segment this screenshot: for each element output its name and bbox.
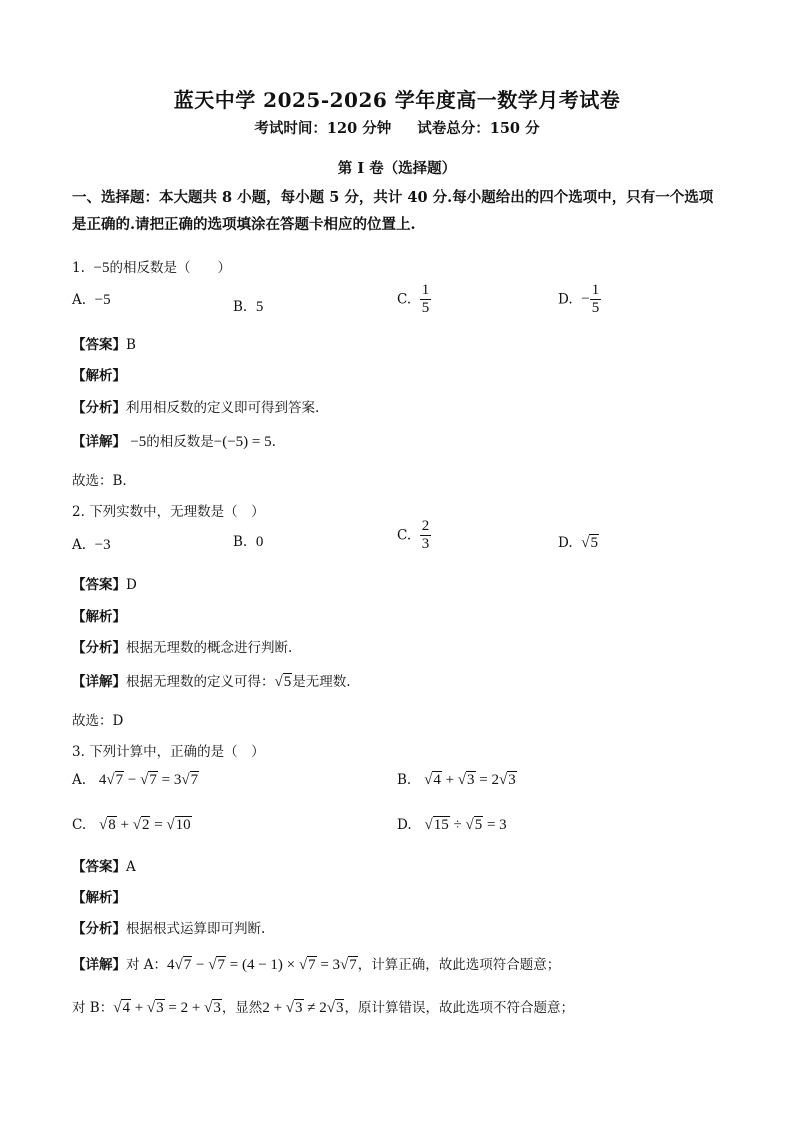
- detail-label: 【详解】: [72, 674, 126, 690]
- q1-fenxi: [72, 396, 319, 416]
- q3-answer: [72, 855, 136, 875]
- option-label: A.: [72, 292, 87, 308]
- option-value: 0: [255, 534, 264, 550]
- option-b-expression: √4 + √3 = 2√3: [424, 772, 516, 788]
- q2-number: 2.: [72, 504, 85, 520]
- q3-fenxi: [72, 917, 265, 937]
- denominator: 3: [421, 536, 430, 552]
- option-label: C.: [397, 527, 412, 544]
- fenxi-label: 【分析】: [72, 400, 126, 416]
- option-label: B.: [233, 299, 248, 315]
- q2-fenxi: [72, 636, 292, 656]
- option-a-expression: 4√7 − √7 = 3√7: [98, 772, 199, 788]
- q2-option-a: [72, 537, 111, 554]
- option-value: −5: [94, 292, 111, 308]
- q2-answer: [72, 573, 137, 593]
- exam-score: 试卷总分：150 分: [417, 120, 540, 137]
- answer-value: D: [126, 577, 137, 593]
- q2-analysis-label: 【解析】: [72, 609, 126, 625]
- q1-stem-text: 的相反数是（ ）: [109, 260, 231, 276]
- detail-a-expression: 4√7 − √7 = (4 − 1) × √7 = 3√7: [167, 957, 357, 973]
- exam-title: 蓝天中学 2025-2026 学年度高一数学月考试卷: [173, 88, 621, 112]
- q3-detail-b: [72, 996, 574, 1017]
- q2-stem: [72, 500, 265, 520]
- choose-value: D: [112, 713, 124, 729]
- detail-b-end: ，原计算错误，故此选项不符合题意；: [344, 1000, 574, 1016]
- q3-option-a: [72, 772, 199, 789]
- answer-label: 【答案】: [72, 859, 126, 875]
- detail-label: 【详解】: [72, 434, 126, 450]
- denominator: 5: [421, 300, 430, 316]
- q2-option-d: [558, 535, 599, 552]
- fenxi-label: 【分析】: [72, 921, 126, 937]
- q3-option-d: [397, 817, 507, 834]
- q1-detail: [72, 430, 276, 451]
- denominator: 5: [591, 300, 600, 316]
- option-label: C.: [72, 817, 87, 833]
- radicand: 5: [590, 535, 598, 551]
- q3-stem-text: 下列计算中，正确的是（ ）: [89, 744, 265, 760]
- q1-choose: [72, 469, 127, 489]
- option-label: D.: [558, 535, 573, 551]
- q1-option-c: [397, 282, 431, 317]
- answer-label: 【答案】: [72, 337, 126, 353]
- option-label: D.: [397, 817, 412, 833]
- q1-stem: [72, 256, 231, 277]
- detail-end: 是无理数.: [292, 674, 351, 690]
- detail-end: .: [271, 434, 276, 450]
- q1-option-d: [558, 282, 601, 317]
- answer-label: 【答案】: [72, 577, 126, 593]
- q2-choose: [72, 709, 123, 729]
- q3-option-c: [72, 817, 192, 834]
- numerator: 1: [421, 282, 430, 298]
- option-label: B.: [233, 534, 248, 550]
- q1-option-a: [72, 292, 111, 309]
- sqrt-expression: √5: [274, 674, 292, 690]
- option-value: −3: [94, 537, 111, 553]
- numerator: 2: [421, 518, 430, 534]
- q1-stem-math: −5: [93, 260, 110, 276]
- detail-math: −5: [130, 434, 147, 450]
- detail-b-prefix: 对 B：: [72, 1000, 114, 1016]
- q1-analysis-label: 【解析】: [72, 368, 126, 384]
- choose-label: 故选：: [72, 713, 113, 729]
- detail-math: −(−5) = 5: [213, 434, 272, 450]
- answer-value: A: [126, 859, 136, 875]
- exam-time: 考试时间：120 分钟: [254, 120, 392, 137]
- option-c-expression: √8 + √2 = √10: [99, 817, 191, 833]
- exam-info: [0, 117, 794, 138]
- fenxi-label: 【分析】: [72, 640, 126, 656]
- q1-number: 1.: [72, 260, 85, 276]
- choose-value: B.: [112, 473, 127, 489]
- detail-b-expression: √4 + √3 = 2 + √3: [113, 1000, 221, 1016]
- q1-answer: [72, 333, 136, 353]
- option-label: B.: [397, 772, 412, 788]
- q3-number: 3.: [72, 744, 85, 760]
- numerator: 1: [591, 282, 600, 298]
- sqrt-expression: √5: [581, 535, 598, 551]
- option-label: A.: [72, 537, 87, 553]
- option-value: 5: [255, 299, 264, 315]
- fraction: [590, 282, 602, 317]
- option-label: A.: [72, 772, 87, 788]
- answer-value: B: [126, 337, 136, 353]
- detail-a-end: ，计算正确，故此选项符合题意；: [357, 957, 561, 973]
- q3-stem: [72, 740, 265, 760]
- detail-b-mid: ，显然: [221, 1000, 263, 1016]
- option-label: D.: [558, 291, 573, 308]
- section-instructions: 一、选择题：本大题共 8 小题，每小题 5 分，共计 40 分.每小题给出的四个选项中，只有一个选项是正确的.请把正确的选项填涂在答题卡相应的位置上.: [72, 189, 714, 233]
- fenxi-text: 根据根式运算即可判断.: [126, 921, 266, 937]
- q2-detail: [72, 670, 351, 691]
- fraction: [420, 282, 432, 317]
- q3-analysis-label: 【解析】: [72, 890, 126, 906]
- fenxi-text: 根据无理数的概念进行判断.: [126, 640, 293, 656]
- option-label: C.: [397, 291, 412, 308]
- radicand: 5: [283, 674, 292, 690]
- detail-text: 根据无理数的定义可得：: [126, 674, 275, 690]
- q2-option-c: [397, 518, 431, 553]
- q3-detail-a: [72, 953, 560, 974]
- fenxi-text: 利用相反数的定义即可得到答案.: [126, 400, 320, 416]
- choose-label: 故选：: [72, 473, 113, 489]
- detail-text: 的相反数是: [146, 434, 214, 450]
- section-title: 第 I 卷（选择题）: [337, 160, 457, 177]
- fraction: [420, 518, 432, 553]
- option-d-expression: √15 ÷ √5 = 3: [424, 817, 507, 833]
- detail-a-prefix: 对 A：: [126, 957, 168, 973]
- q2-stem-text: 下列实数中，无理数是（ ）: [89, 504, 265, 520]
- q2-option-b: [233, 534, 263, 551]
- q1-option-b: [233, 299, 263, 316]
- detail-b-inequality: 2 + √3 ≠ 2√3: [262, 1000, 344, 1016]
- minus-sign: −: [581, 291, 590, 307]
- detail-label: 【详解】: [72, 957, 126, 973]
- q3-option-b: [397, 772, 517, 789]
